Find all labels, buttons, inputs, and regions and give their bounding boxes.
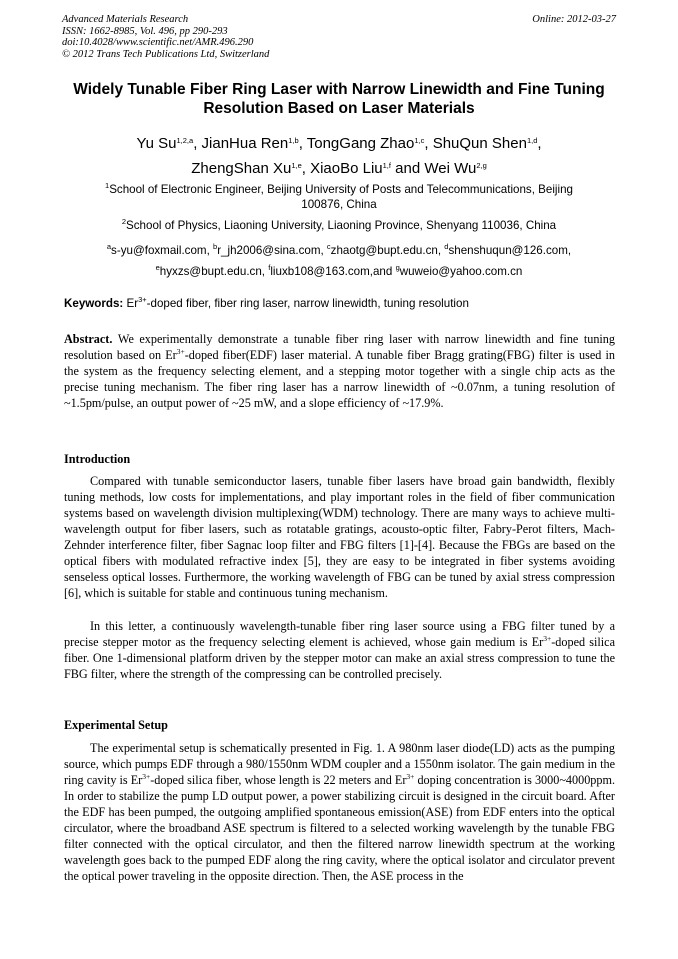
introduction-heading: Introduction [64, 452, 131, 466]
introduction-paragraph-2 [64, 618, 615, 682]
journal-header [62, 14, 616, 60]
affiliation-1-line-2: 100876, China [301, 198, 377, 211]
email-line-1 [40, 240, 638, 261]
email-link[interactable]: liuxb108@163.com,and [270, 265, 396, 278]
affiliation-2 [40, 218, 638, 233]
keywords-text: -doped fiber, fiber ring laser, narrow linewidth, tuning resolution [146, 297, 469, 310]
email-sup: g [395, 263, 400, 272]
experimental-heading: Experimental Setup [64, 718, 168, 732]
email-link[interactable]: hyxzs@bupt.edu.cn, [159, 265, 269, 278]
paragraph-sup: 3+ [543, 634, 552, 643]
abstract-sup: 3+ [176, 347, 185, 356]
paragraph-text: doping concentration is 3000~4000ppm. In order to stabilize the pump LD output power, a power stabilizing circuit is designed in the circuit board. After the EDF has been pumped, the outgoing amplified spontaneous emission(ASE) from EDF enters into the optical circulator, where the broadband ASE spectrum is filtered to a selected working wavelength by the tunable FBG filter connected with the optical circulator, and then the filtered narrow linewidth spectrum at the working wavelength goes back to the pumped EDF along the ring cavity, where the optical isolator and circulator prevent the optical power traveling in the opposite direction. Then, the ASE process in the [64, 773, 615, 883]
email-sup: a [106, 242, 112, 251]
affiliation-text: School of Electronic Engineer, Beijing University of Posts and Telecommunications, Beijing [109, 183, 573, 196]
paragraph-text: In this letter, a continuously wavelength-tunable fiber ring laser source using a FBG filter tuned by a precise stepper motor as the frequency selecting element is achieved, whose gain medium is Er [64, 619, 615, 649]
email-link[interactable]: shenshuqun@126.com, [448, 244, 572, 257]
author-name: , TongGang Zhao [298, 135, 415, 152]
author-line-2 [40, 156, 638, 181]
paper-title [40, 80, 638, 118]
email-line-2 [40, 261, 638, 282]
paragraph-text: -doped silica fiber. One 1-dimensional platform driven by the stepper motor can make an axial stress compression to tune the FBG filter, where the strength of the compressing can be controlled precisely. [64, 635, 615, 681]
author-sup: 1,d [526, 136, 538, 145]
email-link[interactable]: r_jh2006@sina.com, [217, 244, 327, 257]
paragraph-text: -doped silica fiber, whose length is 22 meters and Er [150, 773, 407, 787]
email-sup: d [444, 242, 449, 251]
affiliation-1-line-1 [40, 182, 638, 197]
keywords-label: Keywords: [64, 297, 127, 310]
paragraph-text: The experimental setup is schematically presented in Fig. 1. A 980nm laser diode(LD) acts as the pumping source, which pumps EDF through a 980/1550nm WDM coupler and a 1550nm isolator. The gain medium in the ring cavity is Er [64, 741, 615, 787]
email-sup: b [213, 242, 218, 251]
affiliation-sup: 1 [105, 181, 110, 190]
author-separator: , [537, 135, 542, 152]
affiliation-text: School of Physics, Liaoning University, Liaoning Province, Shenyang 110036, China [126, 219, 557, 232]
paragraph-sup: 3+ [406, 772, 415, 781]
email-link[interactable]: zhaotg@bupt.edu.cn, [330, 244, 445, 257]
author-name: ZhengShan Xu [191, 160, 292, 177]
email-sup: e [155, 263, 160, 272]
author-sup: 1,c [414, 136, 425, 145]
keywords-sup: 3+ [138, 295, 147, 304]
email-sup: c [326, 242, 331, 251]
introduction-paragraph-1: Compared with tunable semiconductor lasers, tunable fiber lasers have broad gain bandwidth, flexibly tuning methods, low costs for implementations, and play important roles in the field of fiber communication systems based on wavelength division multiplexing(WDM) technology. There are many ways to achieve multi-wavelength output for fiber lasers, such as rotatable gratings, acousto-optic filter, Fabry-Perot filters, Mach-Zehnder interference filter, fiber Sagnac loop filter and FBG filters [1]-[4]. Because the FBGs are based on the optical fibers with modulated refractive index [5], they are easy to be integrated in fiber systems avoiding senseless optical losses. Furthermore, the working wavelength of FBG can be tuned by axial stress compression [6], which is suitable for stable and continuous tuning mechanism. [64, 474, 615, 600]
author-name: and Wei Wu [390, 160, 477, 177]
author-name: , XiaoBo Liu [301, 160, 383, 177]
doi-line: doi:10.4028/www.scientific.net/AMR.496.290 [62, 37, 254, 48]
journal-name: Advanced Materials Research [62, 14, 189, 25]
keywords [64, 296, 624, 311]
email-link[interactable]: wuweio@yahoo.com.cn [399, 265, 523, 278]
issn-line: ISSN: 1662-8985, Vol. 496, pp 290-293 [62, 25, 228, 37]
affiliation-1 [40, 182, 638, 212]
title-line-2: Resolution Based on Laser Materials [203, 100, 475, 117]
online-date: Online: 2012-03-27 [532, 14, 616, 25]
author-sup: 2,g [476, 161, 487, 170]
paragraph-sup: 3+ [142, 772, 151, 781]
author-line-1 [40, 131, 638, 156]
abstract-label: Abstract. [64, 332, 118, 346]
author-name: , ShuQun Shen [424, 135, 527, 152]
author-sup: 1,f [382, 161, 391, 170]
email-sup: f [268, 263, 271, 272]
email-list [40, 240, 638, 282]
author-list [40, 131, 638, 181]
email-link[interactable]: s-yu@foxmail.com, [111, 244, 214, 257]
keywords-text: Er [126, 297, 139, 310]
abstract-text: -doped fiber(EDF) laser material. A tunable fiber Bragg grating(FBG) filter is used in the system as the frequency selecting element, and a stepping motor together with a single chip acts as the precise tuning mechanism. The fiber ring laser has a narrow linewidth of ~0.07nm, a tuning resolution of ~1.5pm/pulse, an output power of ~25 mW, and a slope efficiency of ~17.9%. [64, 348, 615, 410]
abstract-text: We experimentally demonstrate a tunable fiber ring laser with narrow linewidth and fine tuning resolution based on Er [64, 332, 615, 362]
copyright-line: © 2012 Trans Tech Publications Ltd, Switzerland [62, 48, 270, 60]
author-sup: 1,b [288, 136, 299, 145]
author-sup: 1,2,a [176, 136, 194, 145]
title-line-1: Widely Tunable Fiber Ring Laser with Narrow Linewidth and Fine Tuning [73, 81, 605, 98]
author-sup: 1,e [291, 161, 302, 170]
author-name: Yu Su [136, 135, 177, 152]
affiliation-sup: 2 [121, 217, 127, 226]
abstract [64, 331, 615, 411]
experimental-paragraph-1 [64, 740, 615, 884]
author-name: , JianHua Ren [193, 135, 289, 152]
